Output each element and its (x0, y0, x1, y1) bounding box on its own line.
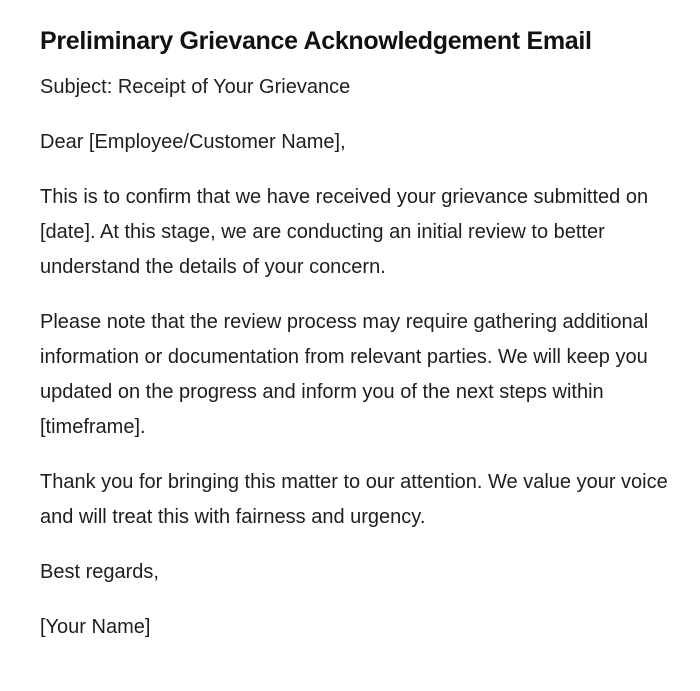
email-signature: [Your Name] (40, 616, 151, 638)
document-title: Preliminary Grievance Acknowledgement Email (40, 27, 592, 55)
body-paragraph-confirmation: This is to confirm that we have received your grievance submitted on [date]. At this stage, we are conducting an initial review to better understand the details of your concern. (40, 186, 649, 278)
email-signoff: Best regards, (40, 561, 159, 583)
body-paragraph-review-process: Please note that the review process may require gathering additional information or documentation from relevant parties. We will keep you updated on the progress and inform you of the next steps within [timeframe]. (40, 311, 649, 438)
body-paragraph-thank-you: Thank you for bringing this matter to our attention. We value your voice and will treat this with fairness and urgency. (40, 471, 668, 528)
email-document (40, 26, 670, 645)
email-greeting: Dear [Employee/Customer Name], (40, 131, 346, 153)
email-subject-line: Subject: Receipt of Your Grievance (40, 76, 351, 98)
